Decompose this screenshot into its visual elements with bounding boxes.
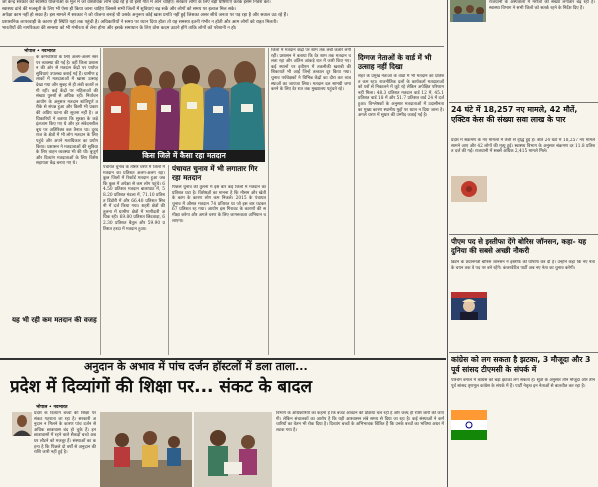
bottom-col-2: विभाग के अधिकारियों का कहना है कि बजट आवंटन की प्रक्रिया चल रही है और जल्द ही राशि जारी की जाएगी। लेकिन संचालकों का आरोप है कि यही आश्वासन लंबे समय से दिया जा रहा है। कई संस्थाओं ने कर्मचारियों का वेतन भी रोक दिया है। दिव्यांग बच्चों के अभिभावक चिंतित हैं कि उनके बच्चों का भविष्य अधर में लटक गया है। (276, 411, 444, 433)
students-photo-2 (194, 412, 272, 487)
center-col-2: पिछले चुनाव की तुलना में इस बार कई जिलों में मतदान का प्रतिशत घटा है। विशेषज्ञों का मानना है कि मौसम और खेती के काम के कारण लोग कम निकले। 2015 के पंचायत चुनाव में औसत मतदान 74 प्रतिशत था जो इस बार घटकर 67 प्रतिशत रह गया। आयोग इस गिरावट के कारणों की समीक्षा करेगा और अगले चरण के लिए जागरूकता अभियान चलाएगा। (172, 185, 266, 224)
bottom-kicker: अनुदान के अभाव में पांच दर्जन हॉस्टलों में डला ताला... (84, 360, 308, 373)
center-col-1: पंचायत चुनाव के तीसरे चरण में जिलों में मतदान का प्रतिशत अलग-अलग रहा। कुछ जिलों में रिकॉर्ड मतदान हुआ जबकि कुछ में अपेक्षा से कम लोग पहुंचे। 64.50 प्रतिशत मतदान बालाघाट में, 58.20 प्रतिशत मंडला में, 71.10 प्रतिशत डिंडोरी में और 66.40 प्रतिशत सिवनी में दर्ज किया गया। शहरी क्षेत्रों की तुलना में ग्रामीण क्षेत्रों में भागीदारी अधिक रही। 69.80 प्रतिशत छिंदवाड़ा, 62.30 प्रतिशत बैतूल और 59.90 प्रतिशत हरदा में मतदान हुआ। (103, 165, 165, 232)
top-line: स्वास्थ्य ढांचे की मजबूती के लिए भी ऐसा ही किया जाना चाहिए जिससे सभी जिलों में सुविधाएं बढ़ सकें और लोगों को समय पर इलाज मिल सके। (2, 6, 237, 12)
left-column-text-lower (12, 84, 34, 313)
divider (449, 234, 598, 235)
divider (168, 165, 169, 355)
bottom-col-1: प्रदेश के दिव्यांग बच्चों की शिक्षा पर संकट गहराता जा रहा है। सरकारी अनुदान न मिलने के कारण पांच दर्जन से अधिक छात्रावास बंद हो चुके हैं। इन छात्रावासों में रहने वाले सैकड़ों बच्चे अब घर लौटने को मजबूर हैं। संस्थाओं का कहना है कि पिछले दो वर्षों से अनुदान की राशि जारी नहीं हुई है। (34, 411, 96, 456)
mid-headline: दिग्गज नेताओं के वार्ड में भी उत्साह नहीं दिखा (358, 53, 432, 71)
right-text-3c (451, 442, 487, 487)
right-text-1c (451, 204, 487, 232)
johnson-photo (451, 292, 487, 320)
right-text-2: ब्रिटेन के प्रधानमंत्री बोरिस जॉनसन ने इस्तीफे की घोषणा कर दी है। उन्होंने कहा कि नए नेता के चयन तक वे पद पर बने रहेंगे। कंजरवेटिव पार्टी अब नए नेता का चुनाव करेगी। (451, 260, 595, 271)
right-text-1b (490, 176, 595, 232)
divider (447, 0, 448, 487)
left-subhead: यह भी रही कम मतदान की वजह (12, 316, 97, 324)
divider (100, 48, 101, 355)
bottom-col-1b (12, 438, 32, 487)
virus-photo (451, 176, 487, 202)
right-text-2c (451, 322, 487, 350)
divider (354, 48, 355, 355)
left-column-text: के कर्मचारियों के लिए अलग-अलग स्तर पर व्यवस्था की गई है। वहीं जिला प्रशासन की ओर से मतदान केंद्रों पर पर्याप्त सुविधाएं उपलब्ध कराई गई हैं। ग्रामीण इलाकों में मतदाताओं में खासा उत्साह देखा गया और सुबह से ही लंबी कतारें लगी रहीं। कई केंद्रों पर महिलाओं की संख्या पुरुषों से अधिक रही। निर्वाचन आयोग के अनुसार मतदान शांतिपूर्ण तरीके से संपन्न हुआ और किसी भी प्रकार की अप्रिय घटना की सूचना नहीं है। अधिकारियों ने बताया कि सुरक्षा के कड़े इंतजाम किए गए थे और हर संवेदनशील बूथ पर अतिरिक्त बल तैनात था। दूरदराज के क्षेत्रों में भी लोग मतदान के लिए पहुंचे और अपने मताधिकार का प्रयोग किया। प्रशासन ने मतदाताओं की सुविधा के लिए वाहन व्यवस्था भी की थी। बुजुर्ग और दिव्यांग मतदाताओं के लिए विशेष सहायता केंद्र बनाए गए थे। (36, 55, 98, 167)
right-text-1: प्रदेश में संक्रमण के नए मामलों में तेजी से वृद्धि हुई है। बीते 24 घंटों में 18,257 नए मामले सामने आए और 42 लोगों की मृत्यु हुई। स्वास्थ्य विभाग के अनुसार संक्रमण दर 11.8 प्रतिशत दर्ज की गई। राजधानी में सबसे अधिक 2,415 मामले मिले। (451, 138, 595, 155)
portrait-photo (12, 56, 34, 82)
bottom-byline: भोपाल • नवभारत (36, 405, 68, 410)
right-text-3: पश्चिम बंगाल में कांग्रेस को बड़ा झटका लग सकता है। सूत्रों के अनुसार तीन मौजूदा और तीन पूर्व सांसद तृणमूल कांग्रेस के संपर्क में हैं। पार्टी नेतृत्व इन नेताओं से बातचीत कर रहा है। (451, 378, 595, 389)
top-line: प्रशासनिक लापरवाही के कारण ही स्थिति यहां तक पहुंची है। अधिकारियों ने समय पर ध्यान दिया होता तो यह समस्या इतनी गंभीर न होती और आम लोगों को राहत मिलती। (2, 19, 278, 25)
right-top-text-2 (450, 24, 486, 100)
divider (449, 352, 598, 353)
right-top-text: राजधानी के अस्पतालों में मरीजों की संख्या लगातार बढ़ रही है। स्वास्थ्य विभाग ने सभी जिलों को सतर्क रहने के निर्देश दिए हैं। (489, 0, 595, 11)
right-text-2b (490, 292, 595, 350)
divider (268, 48, 269, 355)
top-line: भारतीयों की नागरिकता की समस्या को भी गंभीरता से लेना होगा और इसके समाधान के लिए ठोस कदम उठाने होंगे ताकि लोगों को परेशानी न हो। (2, 26, 237, 32)
crowd-photo (450, 0, 486, 22)
divider (449, 102, 598, 103)
byline: भोपाल • नवभारत (24, 49, 56, 54)
right-text-3b (490, 410, 595, 487)
bottom-portrait (12, 412, 32, 436)
left-subhead-text (12, 336, 98, 352)
top-line: अपेक्षा काम नहीं हो सका है। इस मामले में सरकार ने जो योजना बनाई थी उसके अनुरूप कोई खास प्रगति नहीं हुई जिसका असर सीधे जनता पर पड़ रहा है और सवाल उठ रहे हैं। (2, 13, 288, 19)
right-headline-2: पीएम पद से इस्तीफा देंगे बोरिस जॉनसन, कहा- यह दुनिया की सबसे अच्छी नौकरी (451, 237, 587, 255)
mid-col-2-top (358, 0, 444, 50)
center-headline: पंचायत चुनाव में भी लगातार गिर रहा मतदान (172, 164, 258, 182)
photo-caption: किस जिले में कैसा रहा मतदान (103, 150, 265, 162)
right-headline-1: 24 घंटे में 18,257 नए मामले, 42 मौतें, एक्टिव केस की संख्या सवा लाख के पार (451, 105, 578, 124)
right-headline-3: कांग्रेस को लग सकता है झटका, 3 मौजूदा और 3 पूर्व सांसद टीएमसी के संपर्क में (451, 355, 591, 374)
bottom-headline: प्रदेश में दिव्यांगों की शिक्षा पर... संकट के बादल (10, 377, 313, 397)
flag-photo (451, 410, 487, 440)
students-photo-1 (100, 412, 192, 487)
top-line: जो केन्द्र सरकार की स्वास्थ्य योजनाओं के मूल में जो वास्तविक लाभ देख रहे हैं वो इसी गति में आने चाहिए। सरकार लोगों के लिए बड़ी घोषणाएं करके इसमें निवेश करे। (2, 0, 271, 5)
mid-col-1: जिलों में मतदान केंद्रों पर शाम तक लंबी कतारें लगी रहीं। प्रशासन ने बताया कि देर शाम तक मतदान चलता रहा और अंतिम आंकड़े रात में जारी किए गए। कई स्थानों पर इवीएम में तकनीकी खराबी की शिकायतें भी आईं जिन्हें तत्काल दूर किया गया। चुनाव पर्यवेक्षकों ने विभिन्न केंद्रों का दौरा कर व्यवस्थाओं का जायजा लिया। मतदान दल सामग्री जमा करने के लिए देर रात तक मुख्यालय पहुंचते रहे। (271, 48, 351, 93)
mid-col-2: शहर के प्रमुख नेताओं के वार्डों में भी मतदान का प्रतिशत कम रहा। राजनीतिक दलों के कार्यकर्ता मतदाताओं को घरों से निकालने में जुटे रहे लेकिन अपेक्षित परिणाम नहीं मिला। 48.3 प्रतिशत मतदान वार्ड 12 में, 45.1 प्रतिशत वार्ड 18 में और 51.7 प्रतिशत वार्ड 24 में दर्ज हुआ। विश्लेषकों के अनुसार मतदाताओं में उदासीनता का मुख्य कारण स्थानीय मुद्दों पर ध्यान न दिया जाना है। अगले चरण में सुधार की उम्मीद जताई गई है। (358, 74, 444, 119)
voters-photo (103, 48, 265, 150)
